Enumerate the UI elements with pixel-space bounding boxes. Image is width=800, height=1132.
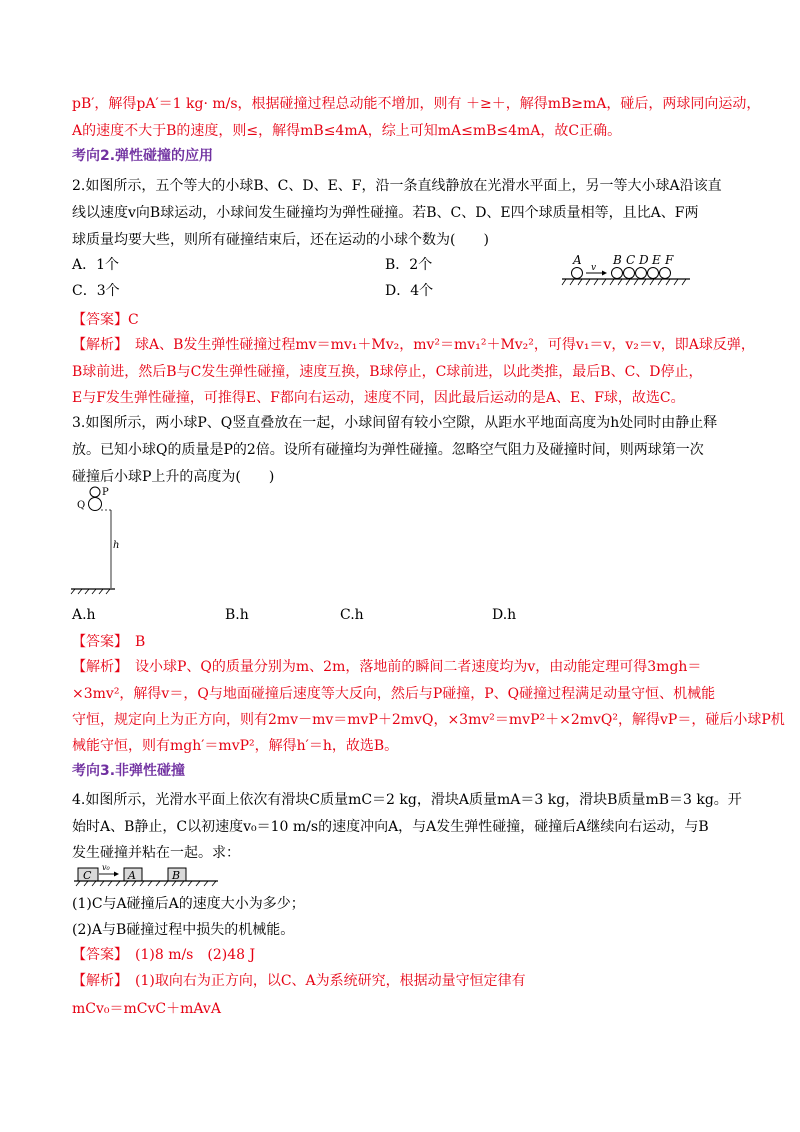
fig-label-a: A	[573, 253, 582, 267]
fig-label-f: F	[665, 253, 674, 267]
q3-option-c: C.h	[340, 607, 364, 623]
ground-hatch-q4	[76, 881, 216, 886]
fig-label-c: C	[83, 869, 92, 882]
answer-tag: 【答案】	[72, 634, 121, 650]
q3-answer	[72, 632, 145, 652]
ball-a	[572, 268, 583, 279]
analysis-tag: 【解析】	[72, 973, 121, 989]
velocity-arrow-head	[602, 271, 607, 276]
analysis-tag: 【解析】	[72, 659, 121, 675]
q3-stem-line-2: 放。已知小球Q的质量是P的2倍。设所有碰撞均为弹性碰撞。忽略空气阻力及碰撞时间，则两球第一次	[72, 442, 704, 458]
q2-answer-value: C	[128, 312, 139, 328]
q3-analysis-line-3: 守恒，规定向上为正方向，则有2mv－mv＝mvP＋2mvQ，×3mv²＝mvP²＋×2mvQ²，解得vP＝，碰后小球P机	[72, 712, 785, 728]
fig-label-h: h	[113, 540, 120, 551]
q4-sub-question-2: (2)A与B碰撞过程中损失的机械能。	[72, 922, 295, 938]
q4-analysis-line-1	[72, 971, 526, 991]
q3-answer-value: B	[121, 634, 146, 650]
q2-balls-figure	[558, 252, 694, 288]
q4-analysis-text-1: (1)取向右为正方向，以C、A为系统研究，根据动量守恒定律有	[121, 973, 526, 989]
q3-stem-line-1: 3.如图所示，两小球P、Q竖直叠放在一起，小球间留有较小空隙，从距水平地面高度为h处同时由静止释	[72, 415, 718, 431]
q3-analysis-text-1: 设小球P、Q的质量分别为m、2m，落地前的瞬间二者速度均为v，由动能定理可得3mgh＝	[121, 659, 702, 675]
fig-label-e: E	[652, 253, 661, 267]
q3-analysis-line-2: ×3mv²，解得v＝，Q与地面碰撞后速度等大反向，然后与P碰撞，P、Q碰撞过程满足动量守恒、机械能	[72, 686, 716, 702]
fig-label-c: C	[626, 253, 636, 267]
analysis-tag: 【解析】	[72, 337, 121, 353]
q3-stacked-balls-figure	[68, 484, 128, 596]
ball-p	[90, 487, 100, 497]
fig-label-d: D	[639, 253, 649, 267]
q3-option-d: D.h	[492, 607, 517, 623]
section-title-3: 考向3.非弹性碰撞	[72, 763, 186, 779]
q4-sub-question-1: (1)C与A碰撞后A的速度大小为多少；	[72, 896, 305, 912]
q2-analysis-text-1: 球A、B发生弹性碰撞过程mv＝mv₁＋Mv₂，mv²＝mv₁²＋Mv₂²，可得v₁＝v，v₂＝v，即A球反弹，	[121, 337, 755, 353]
q2-option-c: C．3个	[72, 283, 120, 299]
fig-label-b: B	[172, 869, 181, 882]
ball-e	[648, 268, 659, 279]
q4-analysis-line-2: mCv₀＝mCvC＋mAvA	[72, 1001, 221, 1017]
answer-tag: 【答案】	[72, 312, 128, 328]
q3-analysis-line-1	[72, 657, 701, 677]
q2-option-b: B．2个	[385, 257, 433, 273]
q4-stem-line-3: 发生碰撞并粘在一起。求：	[72, 845, 240, 861]
ground-hatch	[562, 279, 686, 285]
q3-analysis-line-4: 械能守恒，则有mgh′＝mvP²，解得h′＝h，故选B。	[72, 738, 399, 754]
q3-option-a: A.h	[72, 607, 96, 623]
ball-f	[660, 268, 671, 279]
fig-label-v: v	[591, 263, 597, 273]
q4-answer-value: (1)8 m/s (2)48 J	[121, 947, 256, 963]
ball-c	[624, 268, 635, 279]
q4-stem-line-1: 4.如图所示，光滑水平面上依次有滑块C质量mC＝2 kg，滑块A质量mA＝3 kg，滑块B质量mB＝3 kg。开	[72, 792, 742, 808]
ball-b	[612, 268, 623, 279]
prev-analysis-line-1: pB′，解得pA′＝1 kg· m/s，根据碰撞过程总动能不增加，则有 ＋≥＋，解得mB≥mA，碰后，两球同向运动，	[72, 96, 761, 112]
ball-q	[89, 498, 102, 511]
q2-option-d: D．4个	[385, 283, 434, 299]
answer-tag: 【答案】	[72, 947, 121, 963]
q2-option-a: A．1个	[72, 257, 120, 273]
fig-label-q: Q	[77, 500, 86, 511]
section-title-2: 考向2.弹性碰撞的应用	[72, 148, 214, 164]
fig-label-v0: v₀	[102, 863, 110, 872]
fig-label-p: P	[102, 487, 109, 498]
q2-stem-line-3: 球质量均要大些，则所有碰撞结束后，还在运动的小球个数为( )	[72, 232, 489, 248]
q3-stem-line-3: 碰撞后小球P上升的高度为( )	[72, 469, 275, 485]
ball-d	[636, 268, 647, 279]
q2-analysis-line-3: E与F发生弹性碰撞，可推得E、F都向右运动，速度不同，因此最后运动的是A、E、F球，故选C。	[72, 390, 685, 406]
prev-analysis-line-2: A的速度不大于B的速度，则≤，解得mB≤4mA，综上可知mA≤mB≤4mA，故C正确。	[72, 123, 622, 139]
q2-answer	[72, 310, 139, 330]
fig-label-a: A	[128, 869, 136, 882]
q2-stem-line-1: 2.如图所示，五个等大的小球B、C、D、E、F，沿一条直线静放在光滑水平面上，另一等大小球A沿该直	[72, 178, 722, 194]
q4-blocks-figure	[72, 862, 222, 888]
q3-option-b: B.h	[225, 607, 249, 623]
q4-answer	[72, 945, 255, 965]
q2-stem-line-2: 线以速度v向B球运动，小球间发生碰撞均为弹性碰撞。若B、C、D、E四个球质量相等，且比A、F两	[72, 205, 699, 221]
q2-analysis-line-2: B球前进，然后B与C发生弹性碰撞，速度互换，B球停止，C球前进，以此类推，最后B、C、D停止，	[72, 364, 703, 380]
fig-label-b: B	[613, 253, 622, 267]
q2-analysis-line-1	[72, 335, 755, 355]
velocity-arrow-head-q4	[114, 872, 119, 877]
ground-hatch-q3	[71, 589, 110, 594]
q4-stem-line-2: 始时A、B静止，C以初速度v₀＝10 m/s的速度冲向A，与A发生弹性碰撞，碰撞后A继续向右运动，与B	[72, 819, 709, 835]
